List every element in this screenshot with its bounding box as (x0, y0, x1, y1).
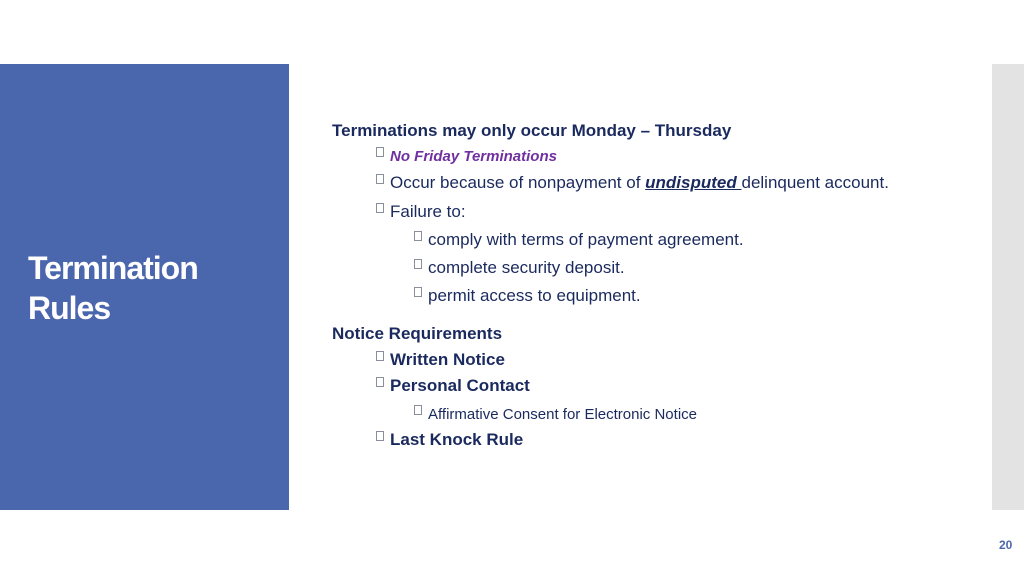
failure-item-text: comply with terms of payment agreement. (428, 230, 744, 249)
bullet-icon (376, 174, 384, 184)
bullet-icon (414, 287, 422, 297)
bullet-icon (414, 259, 422, 269)
written-notice-text: Written Notice (390, 350, 505, 369)
heading-termination-days: Terminations may only occur Monday – Thursday (332, 121, 732, 140)
bullet-icon (376, 431, 384, 441)
bullet-icon (414, 405, 422, 415)
slide-title-line-2: Rules (28, 290, 111, 326)
heading-notice-requirements: Notice Requirements (332, 324, 503, 343)
bullet-icon (414, 231, 422, 241)
slide-title-line-1: Termination (28, 250, 198, 286)
list-item-affirmative-consent (414, 404, 697, 424)
affirmative-consent-text: Affirmative Consent for Electronic Notice (428, 406, 697, 423)
last-knock-text: Last Knock Rule (390, 430, 524, 449)
list-item-failure-deposit (414, 258, 625, 278)
bullet-icon (376, 377, 384, 387)
nonpayment-suffix: delinquent account. (741, 173, 889, 192)
undisputed-emphasis: undisputed (645, 173, 742, 192)
personal-contact-text: Personal Contact (390, 376, 530, 395)
list-item-written-notice (376, 350, 505, 370)
bullet-icon (376, 203, 384, 213)
nonpayment-prefix: Occur because of nonpayment of (390, 173, 646, 192)
bullet-icon (376, 147, 384, 157)
failure-to-text: Failure to: (390, 202, 466, 221)
side-strip (992, 64, 1024, 510)
bullet-icon (376, 351, 384, 361)
list-item-last-knock (376, 430, 523, 450)
no-friday-text: No Friday Terminations (390, 148, 557, 165)
list-item-no-friday (376, 146, 557, 166)
failure-item-text: permit access to equipment. (428, 286, 641, 305)
list-item-personal-contact (376, 376, 530, 396)
list-item-failure-payment (414, 230, 744, 250)
list-item-failure-access (414, 286, 641, 306)
list-item-nonpayment (376, 173, 889, 193)
failure-item-text: complete security deposit. (428, 258, 625, 277)
list-item-failure-to (376, 202, 466, 222)
slide-title (28, 248, 278, 328)
page-number: 20 (999, 538, 1013, 552)
